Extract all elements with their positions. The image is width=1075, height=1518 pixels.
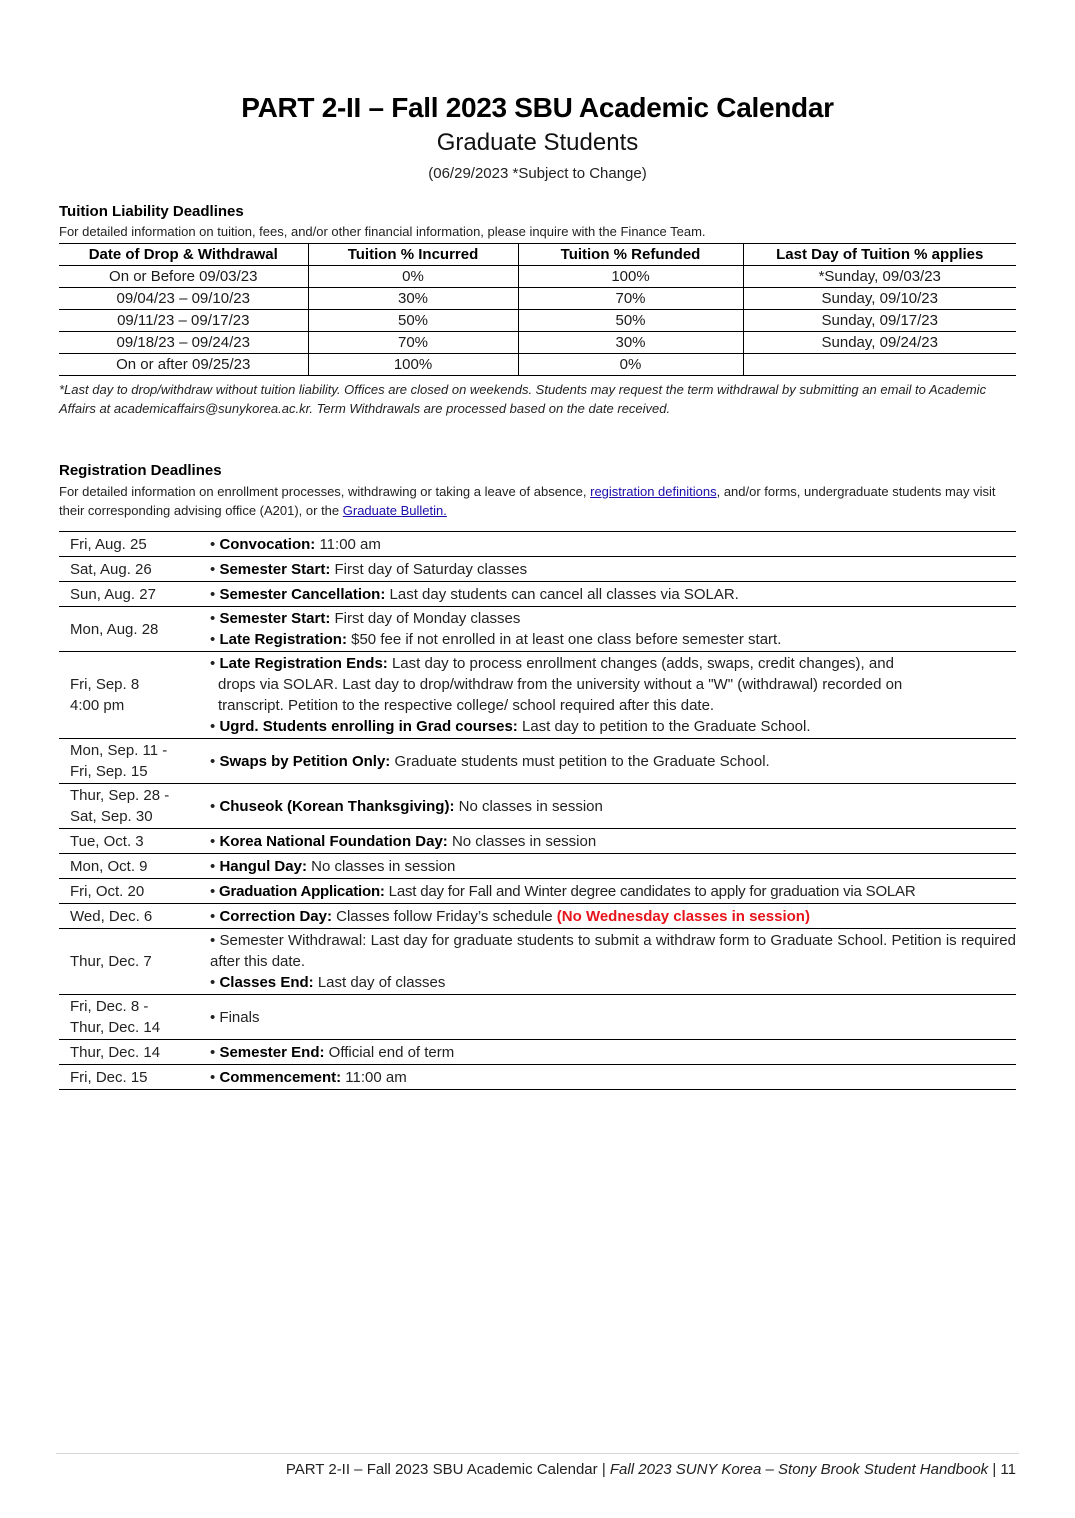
date-line: Mon, Sep. 11 - bbox=[70, 742, 168, 759]
event-text: Last day of classes bbox=[313, 974, 446, 991]
page-title: PART 2-II – Fall 2023 SBU Academic Calendar bbox=[241, 92, 834, 123]
table-cell: On or after 09/25/23 bbox=[59, 354, 308, 376]
date-cell: Fri, Dec. 15 bbox=[59, 1065, 210, 1090]
bullet-icon: • bbox=[210, 857, 216, 875]
table-row bbox=[59, 995, 1016, 1040]
date-cell bbox=[59, 995, 210, 1040]
table-row bbox=[59, 332, 1016, 354]
event-cell bbox=[210, 995, 1016, 1040]
column-header: Tuition % Refunded bbox=[518, 244, 743, 266]
event-cell bbox=[210, 829, 1016, 854]
date-cell: Tue, Oct. 3 bbox=[59, 829, 210, 854]
table-row bbox=[59, 1065, 1016, 1090]
event-cell bbox=[210, 582, 1016, 607]
table-cell bbox=[743, 354, 1016, 376]
table-cell: 09/04/23 – 09/10/23 bbox=[59, 288, 308, 310]
page-footer bbox=[286, 1461, 1016, 1478]
table-cell: 09/18/23 – 09/24/23 bbox=[59, 332, 308, 354]
event-cell bbox=[210, 879, 1016, 904]
tuition-section-title: Tuition Liability Deadlines bbox=[59, 203, 244, 220]
table-row bbox=[59, 288, 1016, 310]
event-label: Semester Start: bbox=[219, 610, 331, 627]
footer-section: PART 2-II – Fall 2023 SBU Academic Calendar | bbox=[285, 1461, 610, 1478]
bullet-icon: • bbox=[210, 1068, 216, 1086]
event-label: Ugrd. Students enrolling in Grad courses: bbox=[219, 718, 518, 735]
table-row bbox=[59, 904, 1016, 929]
table-cell: On or Before 09/03/23 bbox=[59, 266, 308, 288]
time-line: 4:00 pm bbox=[70, 697, 125, 714]
event-label: Semester Start: bbox=[219, 560, 331, 578]
table-cell: 70% bbox=[308, 332, 518, 354]
table-cell: 70% bbox=[518, 288, 743, 310]
bullet-icon: • bbox=[210, 907, 216, 925]
bullet-icon: • bbox=[210, 610, 216, 627]
table-row bbox=[59, 310, 1016, 332]
tuition-footnote: *Last day to drop/withdraw without tuition liability. Offices are closed on weekends. Students may request the term withdrawal by submitting an email to Academic Affairs at academicaffairs@sunykorea.ac.kr. Term Withdrawals are processed based on the date received. bbox=[59, 382, 987, 416]
table-cell: Sunday, 09/24/23 bbox=[743, 332, 1016, 354]
table-cell: 100% bbox=[308, 354, 518, 376]
bullet-icon: • bbox=[210, 797, 216, 815]
graduate-bulletin-link[interactable]: Graduate Bulletin. bbox=[342, 503, 447, 518]
table-cell: 30% bbox=[518, 332, 743, 354]
table-cell: 100% bbox=[518, 266, 743, 288]
revision-note: (06/29/2023 *Subject to Change) bbox=[428, 165, 647, 182]
date-cell bbox=[59, 739, 210, 784]
table-row bbox=[59, 354, 1016, 376]
bullet-icon: • bbox=[210, 882, 216, 900]
event-text: 11:00 am bbox=[315, 535, 381, 553]
date-cell: Mon, Aug. 28 bbox=[59, 607, 210, 652]
page-number: | 11 bbox=[988, 1461, 1016, 1478]
date-cell: Fri, Oct. 20 bbox=[59, 879, 210, 904]
bullet-icon: • bbox=[210, 832, 216, 850]
bullet-icon: • bbox=[210, 560, 216, 578]
bullet-icon: • bbox=[210, 1043, 216, 1061]
table-header-row bbox=[59, 244, 1016, 266]
table-row bbox=[59, 1040, 1016, 1065]
date-line: Thur, Dec. 14 bbox=[70, 1019, 161, 1036]
event-label: Commencement: bbox=[219, 1068, 342, 1086]
bullet-icon: • bbox=[210, 974, 216, 991]
event-label: Late Registration Ends: bbox=[219, 655, 388, 672]
table-row bbox=[59, 929, 1016, 995]
event-cell bbox=[210, 929, 1016, 995]
date-cell: Wed, Dec. 6 bbox=[59, 904, 210, 929]
date-line: Thur, Sep. 28 - bbox=[70, 787, 170, 804]
table-cell: 50% bbox=[308, 310, 518, 332]
event-cell bbox=[210, 607, 1016, 652]
event-cell bbox=[210, 854, 1016, 879]
event-text: Classes follow Friday’s schedule bbox=[331, 907, 557, 925]
event-text: Last day to process enrollment changes (adds, swaps, credit changes), and bbox=[387, 655, 894, 672]
table-row bbox=[59, 829, 1016, 854]
bullet-icon: • bbox=[210, 631, 216, 648]
table-row bbox=[59, 854, 1016, 879]
event-text: First day of Monday classes bbox=[330, 610, 521, 627]
column-header: Last Day of Tuition % applies bbox=[743, 244, 1016, 266]
event-label: Swaps by Petition Only: bbox=[219, 752, 391, 770]
event-label: Convocation: bbox=[219, 535, 316, 553]
event-text: No classes in session bbox=[447, 832, 597, 850]
tuition-liability-table bbox=[59, 243, 1016, 376]
table-row bbox=[59, 532, 1016, 557]
registration-section-title: Registration Deadlines bbox=[59, 462, 222, 479]
bullet-icon: • bbox=[210, 752, 216, 770]
table-cell: 30% bbox=[308, 288, 518, 310]
date-cell: Fri, Aug. 25 bbox=[59, 532, 210, 557]
event-label: Hangul Day: bbox=[219, 857, 307, 875]
warning-text: (No Wednesday classes in session) bbox=[556, 907, 810, 925]
bullet-icon: • bbox=[210, 932, 216, 949]
date-cell: Thur, Dec. 14 bbox=[59, 1040, 210, 1065]
event-cell bbox=[210, 1040, 1016, 1065]
event-text: drops via SOLAR. Last day to drop/withdraw from the university without a "W" (withdrawal) recorded on bbox=[218, 676, 903, 693]
table-cell: Sunday, 09/17/23 bbox=[743, 310, 1016, 332]
event-cell bbox=[210, 904, 1016, 929]
table-cell: 09/11/23 – 09/17/23 bbox=[59, 310, 308, 332]
event-text: 11:00 am bbox=[341, 1068, 407, 1086]
bullet-icon: • bbox=[210, 1008, 216, 1026]
table-cell: *Sunday, 09/03/23 bbox=[743, 266, 1016, 288]
table-row bbox=[59, 557, 1016, 582]
date-line: Fri, Sep. 15 bbox=[70, 763, 148, 780]
table-row bbox=[59, 652, 1016, 739]
table-row bbox=[59, 739, 1016, 784]
table-row bbox=[59, 784, 1016, 829]
event-text: transcript. Petition to the respective college/ school required after this date. bbox=[218, 697, 715, 714]
event-text: No classes in session bbox=[306, 857, 456, 875]
registration-section-description bbox=[59, 482, 1016, 520]
event-cell bbox=[210, 532, 1016, 557]
event-label: Classes End: bbox=[219, 974, 314, 991]
table-cell: Sunday, 09/10/23 bbox=[743, 288, 1016, 310]
event-label: Correction Day: bbox=[219, 907, 332, 925]
event-text: Semester Withdrawal: Last day for graduate students to submit a withdraw form to Graduate School. Petition is required after this date. bbox=[210, 932, 1016, 970]
table-cell: 0% bbox=[518, 354, 743, 376]
registration-definitions-link[interactable]: registration definitions bbox=[590, 484, 717, 499]
date-cell: Sun, Aug. 27 bbox=[59, 582, 210, 607]
event-label: Chuseok (Korean Thanksgiving): bbox=[219, 797, 455, 815]
event-cell bbox=[210, 557, 1016, 582]
date-line: Fri, Dec. 8 - bbox=[70, 998, 149, 1015]
event-cell bbox=[210, 1065, 1016, 1090]
bullet-icon: • bbox=[210, 535, 216, 553]
description-text: , and/or forms, undergraduate students may visit their corresponding advising office (A201), or the bbox=[59, 484, 996, 518]
tuition-section-description: For detailed information on tuition, fees, and/or other financial information, please inquire with the Finance Team. bbox=[59, 224, 706, 239]
event-label: Korea National Foundation Day: bbox=[219, 832, 448, 850]
table-row bbox=[59, 879, 1016, 904]
description-text: For detailed information on enrollment processes, withdrawing or taking a leave of absence, bbox=[59, 484, 591, 499]
event-text: Last day students can cancel all classes via SOLAR. bbox=[385, 585, 739, 603]
event-text: Official end of term bbox=[324, 1043, 455, 1061]
event-text: Last day to petition to the Graduate School. bbox=[517, 718, 811, 735]
date-line: Sat, Sep. 30 bbox=[70, 808, 153, 825]
event-cell bbox=[210, 739, 1016, 784]
page-subtitle: Graduate Students bbox=[436, 129, 639, 156]
table-row bbox=[59, 582, 1016, 607]
event-text: Finals bbox=[215, 1008, 260, 1026]
event-text: First day of Saturday classes bbox=[330, 560, 528, 578]
event-cell bbox=[210, 652, 1016, 739]
date-line: Fri, Sep. 8 bbox=[70, 676, 140, 693]
event-label: Graduation Application: bbox=[219, 882, 385, 900]
column-header: Tuition % Incurred bbox=[308, 244, 518, 266]
event-label: Semester End: bbox=[219, 1043, 325, 1061]
event-label: Semester Cancellation: bbox=[219, 585, 386, 603]
bullet-icon: • bbox=[210, 585, 216, 603]
event-label: Late Registration: bbox=[219, 631, 347, 648]
event-cell bbox=[210, 784, 1016, 829]
date-cell bbox=[59, 784, 210, 829]
bullet-icon: • bbox=[210, 655, 216, 672]
date-cell: Thur, Dec. 7 bbox=[59, 929, 210, 995]
event-text: No classes in session bbox=[454, 797, 603, 815]
event-text: Last day for Fall and Winter degree candidates to apply for graduation via SOLAR bbox=[384, 882, 916, 900]
footer-divider bbox=[56, 1453, 1019, 1454]
bullet-icon: • bbox=[210, 718, 216, 735]
table-cell: 50% bbox=[518, 310, 743, 332]
table-row bbox=[59, 607, 1016, 652]
date-cell: Mon, Oct. 9 bbox=[59, 854, 210, 879]
event-text: Graduate students must petition to the Graduate School. bbox=[390, 752, 770, 770]
footer-handbook-title: Fall 2023 SUNY Korea – Stony Brook Student Handbook bbox=[609, 1461, 989, 1478]
column-header: Date of Drop & Withdrawal bbox=[59, 244, 308, 266]
table-cell: 0% bbox=[308, 266, 518, 288]
registration-deadlines-table bbox=[59, 531, 1016, 1090]
date-cell: Sat, Aug. 26 bbox=[59, 557, 210, 582]
event-text: $50 fee if not enrolled in at least one class before semester start. bbox=[346, 631, 782, 648]
date-cell bbox=[59, 652, 210, 739]
table-row bbox=[59, 266, 1016, 288]
